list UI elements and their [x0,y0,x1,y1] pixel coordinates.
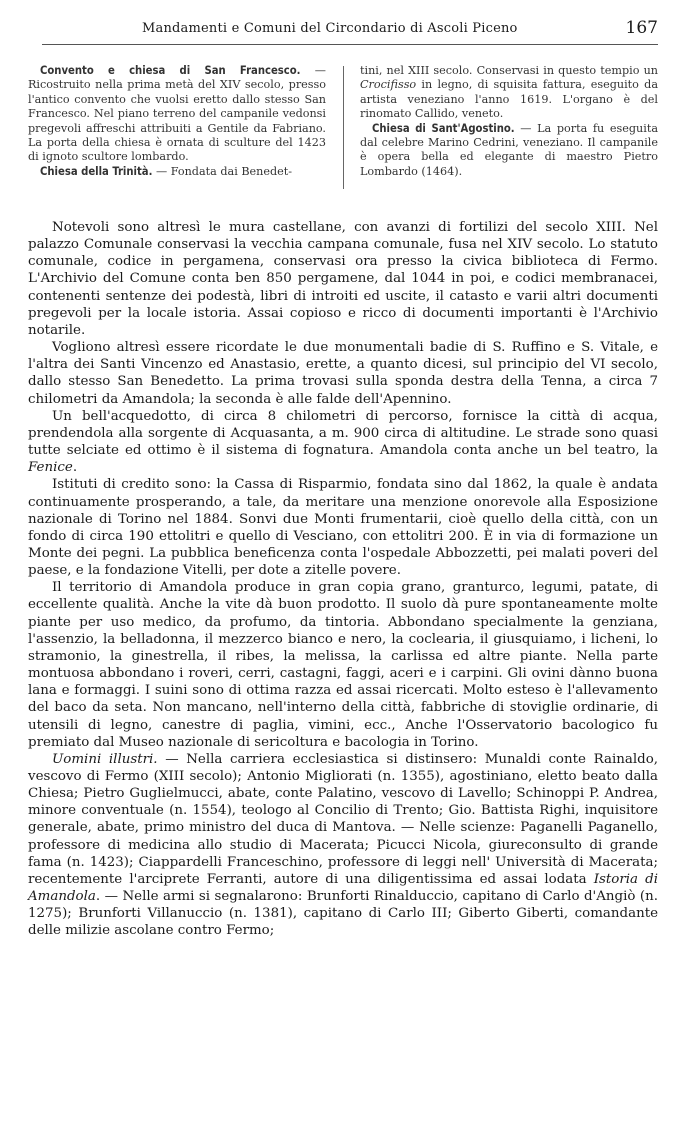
paragraph-territorio: Il territorio di Amandola produce in gran copia grano, granturco, legumi, patate, di eccellente qualità. Anche la vite dà buon prodotto. Il suolo dà pure spontaneamente molte piante per uso medico, da profumo, da tintoria. Abbondano specialmente la genziana, l'assenzio, la belladonna, il mezzerco bianco e nero, la coclearia, il giusquiamo, i licheni, lo stramonio, la ginestrella, il ribes, la melissa, la carlissa ed altre piante. Nella parte montuosa abbondano i roveri, cerri, castagni, faggi, aceri e i carpini. Gli ovini dànno buona lana e formaggi. I suini sono di ottima razza ed assai ricercati. Molto esteso è l'allevamento del baco da seta. Non mancano, nell'interno della città, fabbriche di stoviglie ordinarie, di utensili di legno, canestre di paglia, vimini, ecc., Anche l'Osservatorio bacologico fu premiato dal Museo nazionale di sericoltura e bacologia in Torino. [28,580,658,750]
paragraph-trinita: Chiesa della Trinità. — Fondata dai Benedet- [40,164,293,178]
header-title: Mandamenti e Comuni del Circondario di Ascoli Piceno [142,21,518,36]
entry-heading: Convento e chiesa di San Francesco. [40,64,301,77]
paragraph-san-francesco: Convento e chiesa di San Francesco. — Ricostruito nella prima metà del XIV secolo, presso l'antico convento che vuolsi eretto dallo stesso San Francesco. Nel piano terreno del campanile vedonsi pregevoli affreschi attribuiti a Gentile da Fabriano. La porta della chiesa è ornata di sculture del 1423 di ignoto scultore lombardo. [28,64,326,164]
paragraph-trinita-cont: tini, nel XIII secolo. Conservasi in questo tempio un Crocifisso in legno, di squisita fattura, eseguito da artista veneziano l'anno 1619. L'organo è del rinomato Callido, veneto. [360,64,658,121]
main-text [28,219,658,940]
right-column [360,64,658,209]
column-divider [343,66,344,189]
paragraph-uomini-illustri: Uomini illustri. — Nella carriera ecclesiastica si distinsero: Munaldi conte Rainaldo, vescovo di Fermo (XIII secolo); Antonio Migliorati (n. 1355), agostiniano, eletto beato dalla Chiesa; Pietro Guglielmucci, abate, conte Palatino, vescovo di Lavello; Schinoppi P. Andrea, minore conventuale (n. 1554), teologo al Concilio di Trento; Gio. Battista Righi, inquisitore generale, abate, primo ministro del duca di Mantova. — Nelle scienze: Paganelli Paganello, professore di medicina allo studio di Macerata; Picucci Nicola, giureconsulto di grande fama (n. 1423); Ciappardelli Franceschino, professore di leggi nell' Università di Macerata; recentemente l'arciprete Ferranti, autore di una diligentissima ed assai lodata Istoria di Amandola. — Nelle armi si segnalarono: Brunforti Rinalduccio, capitano di Carlo d'Angiò (n. 1275); Brunforti Villanuccio (n. 1381), capitano di Carlo III; Giberto Giberti, comandante delle milizie ascolane contro Fermo; [28,751,659,939]
page-number: 167 [625,18,658,38]
paragraph-istituti: Istituti di credito sono: la Cassa di Risparmio, fondata sino dal 1862, la quale è andata continuamente prosperando, a tale, da meritare una menzione onorevole alla Esposizione nazionale di Torino nel 1884. Sonvi due Monti frumentarii, cioè quello della città, con un fondo di circa 190 ettolitri e quello di Vesciano, con ettolitri 200. È in via di formazione un Monte dei pegni. La pubblica beneficenza conta l'ospedale Abbozzetti, pei malati poveri del paese, e la fondazione Vitelli, per dote a zitelle povere. [28,477,658,579]
running-header [42,18,658,45]
entry-heading: Chiesa di Sant'Agostino. [372,121,515,135]
two-column-section [28,64,658,209]
paragraph-acquedotto: Un bell'acquedotto, di circa 8 chilometri di percorso, fornisce la città di acqua, prendendola alla sorgente di Acquasanta, a m. 900 circa di altitudine. Le strade sono quasi tutte selciate ed ottimo è il sistema di fognatura. Amandola conta anche un bel teatro, la Fenice. [28,408,658,476]
paragraph-mura: Notevoli sono altresì le mura castellane, con avanzi di fortilizi del secolo XIII. Nel palazzo Comunale conservasi la vecchia campana comunale, fusa nel XIV secolo. Lo statuto comunale, codice in pergamena, conservasi ora presso la civica biblioteca di Fermo. L'Archivio del Comune conta ben 850 pergamene, dal 1044 in poi, e codici membranacei, contenenti sentenze dei podestà, libri di introiti ed uscite, il catasto e varii altri documenti pregevoli per la locale istoria. Assai copioso e ricco di documenti importanti è l'Archivio notarile. [28,220,658,338]
left-column [28,64,326,209]
entry-heading: Chiesa della Trinità. [40,164,153,178]
paragraph-sant-agostino: Chiesa di Sant'Agostino. — La porta fu eseguita dal celebre Marino Cedrini, veneziano. Il campanile è opera bella ed elegante di maestro Pietro Lombardo (1464). [360,121,658,178]
paragraph-badie: Vogliono altresì essere ricordate le due monumentali badie di S. Ruffino e S. Vitale, e l'altra dei Santi Vincenzo ed Anastasio, erette, a quanto dicesi, sul principio del VI secolo, dallo stesso San Benedetto. La prima trovasi sulla sponda destra della Tenna, a circa 7 chilometri da Amandola; la seconda è alle falde dell'Apennino. [28,340,658,407]
